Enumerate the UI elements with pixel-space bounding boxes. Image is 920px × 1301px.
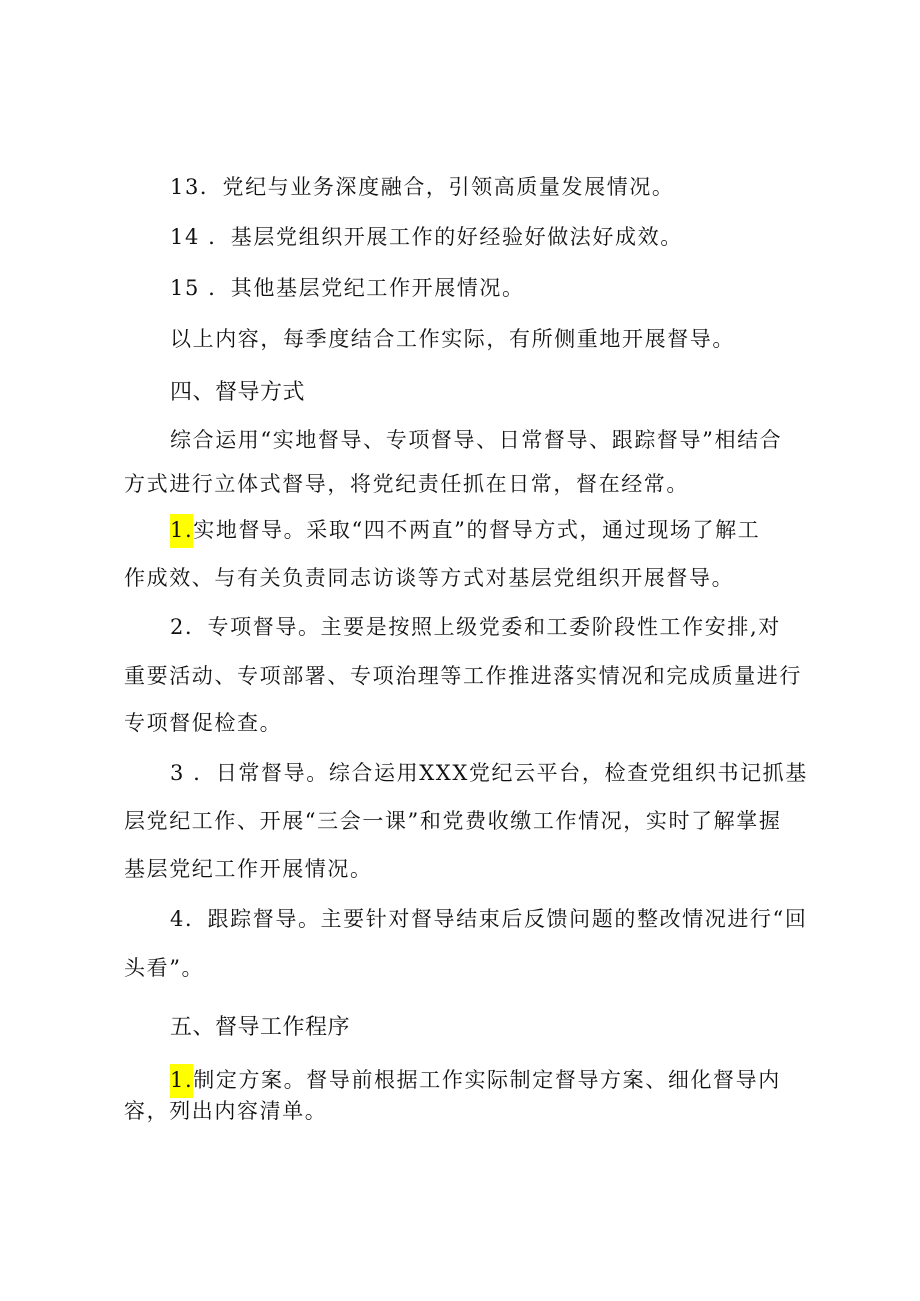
section5-item1-text: 制定方案。督导前根据工作实际制定督导方案、细化督导内 (193, 1068, 781, 1092)
section-heading-5: 五、督导工作程序 (170, 1015, 351, 1040)
highlighted-item-number: 1. (170, 514, 193, 548)
section4-item3-line-3: 基层党纪工作开展情况。 (124, 857, 373, 881)
section4-item1-text: 实地督导。采取“四不两直”的督导方式，通过现场了解工 (193, 518, 761, 542)
section4-item3-line-1: 3 ．日常督导。综合运用XXX党纪云平台，检查党组织书记抓基 (170, 761, 808, 785)
paragraph-item-14: 14 ．基层党组织开展工作的好经验好做法好成效。 (170, 225, 683, 249)
paragraph-summary: 以上内容，每季度结合工作实际，有所侧重地开展督导。 (170, 327, 735, 351)
section4-item4-line-1: 4．跟踪督导。主要针对督导结束后反馈问题的整改情况进行“回 (170, 907, 808, 931)
section4-item2-line-3: 专项督促检查。 (124, 711, 283, 735)
section5-item1-line-1 (170, 1065, 781, 1095)
section4-item1-line-1 (170, 515, 760, 545)
section4-item2-line-2: 重要活动、专项部署、专项治理等工作推进落实情况和完成质量进行 (124, 664, 802, 688)
paragraph-item-15: 15 ．其他基层党纪工作开展情况。 (170, 276, 525, 300)
highlighted-item-number: 1. (170, 1064, 193, 1098)
paragraph-item-13: 13．党纪与业务深度融合，引领高质量发展情况。 (170, 175, 675, 199)
section4-item4-line-2: 头看”。 (124, 956, 205, 980)
section4-intro-line-2: 方式进行立体式督导，将党纪责任抓在日常，督在经常。 (124, 472, 689, 496)
section5-item1-line-2: 容，列出内容清单。 (124, 1099, 328, 1123)
section4-item3-line-2: 层党纪工作、开展“三会一课”和党费收缴工作情况，实时了解掌握 (124, 809, 782, 833)
section4-item1-line-2: 作成效、与有关负责同志访谈等方式对基层党组织开展督导。 (124, 566, 735, 590)
section4-intro-line-1: 综合运用“实地督导、专项督导、日常督导、跟踪督导”相结合 (170, 428, 783, 452)
section-heading-4: 四、督导方式 (170, 380, 306, 405)
section4-item2-line-1: 2．专项督导。主要是按照上级党委和工委阶段性工作安排,对 (170, 615, 781, 639)
